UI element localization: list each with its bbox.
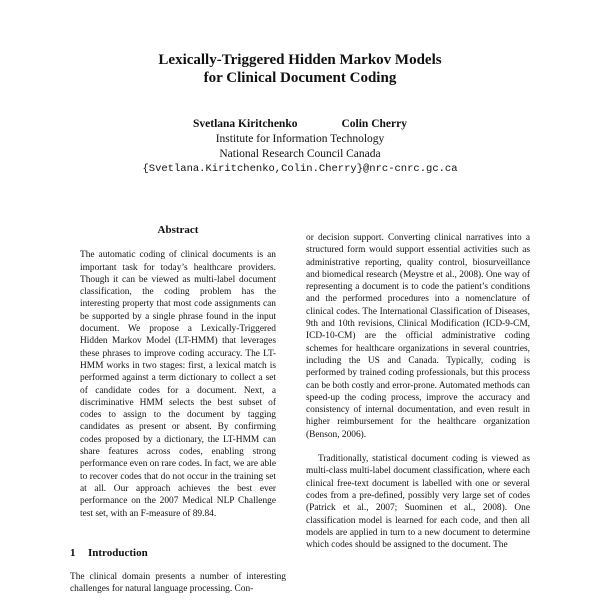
- abstract-heading: Abstract: [157, 224, 199, 236]
- title-line-1: Lexically-Triggered Hidden Markov Models: [158, 52, 442, 68]
- title-line-2: for Clinical Document Coding: [203, 70, 397, 86]
- paper-title: [0, 51, 600, 87]
- right-paragraph-1: or decision support. Converting clinical narratives into a structured form would support essential activities such as administrative reporting, quality control, biosurveillance and biomedical research (Meystre et al., 2008). One way of representing a document is to code the patient’s conditions and the performed procedures into a nomenclature of clinical codes. The International Classification of Diseases, 9th and 10th revisions, Clinical Modification (ICD-9-CM, ICD-10-CM) are the official administrative coding schemes for healthcare organizations in several countries, including the US and Canada. Typically, coding is performed by trained coding professionals, but this process can be both costly and error-prone. Automated methods can speed-up the coding process, improve the accuracy and consistency of internal documentation, and even result in higher reimbursement for the healthcare organization (Benson, 2006).: [306, 233, 530, 440]
- left-column: [70, 224, 286, 596]
- section-heading-introduction: [70, 547, 286, 559]
- author-1: Svetlana Kiritchenko: [193, 118, 298, 130]
- author-2: Colin Cherry: [341, 118, 407, 130]
- affiliation-1: Institute for Information Technology: [215, 133, 385, 145]
- abstract-text: The automatic coding of clinical documents is an important task for today’s healthcare providers. Though it can be viewed as multi-label document classification, the coding problem has the interesting property that most code assignments can be supported by a single phrase found in the input document. We propose a Lexically-Triggered Hidden Markov Model (LT-HMM) that leverages these phrases to improve coding accuracy. The LT-HMM works in two stages: first, a lexical match is performed against a term dictionary to collect a set of candidate codes for a document. Next, a discriminative HMM selects the best subset of codes to assign to the document by tagging candidates as present or absent. By confirming codes proposed by a dictionary, the LT-HMM can share features across codes, enabling strong performance even on rare codes. In fact, we are able to recover codes that do not occur in the training set at all. Our approach achieves the best ever performance on the 2007 Medical NLP Challenge test set, with an F-measure of 89.84.: [80, 250, 276, 519]
- introduction-text: The clinical domain presents a number of interesting challenges for natural language processing. Con-: [70, 572, 286, 595]
- section-number: 1: [70, 546, 76, 559]
- abstract-body: [80, 249, 276, 520]
- right-paragraph-2: Traditionally, statistical document coding is viewed as multi-class multi-label document classification, where each clinical free-text document is labelled with one or several codes from a pre-defined, possibly very large set of codes (Patrick et al., 2007; Suominen et al., 2008). One classification model is learned for each code, and then all models are applied in turn to a new document to determine which codes should be assigned to the document. The: [306, 454, 530, 551]
- right-column: [306, 232, 530, 563]
- section-title: Introduction: [88, 546, 148, 559]
- author-email: {Svetlana.Kiritchenko,Colin.Cherry}@nrc-cnrc.gc.ca: [142, 163, 458, 175]
- affiliation-2: National Research Council Canada: [219, 148, 381, 160]
- author-block: [0, 117, 600, 177]
- author-names: [0, 117, 600, 132]
